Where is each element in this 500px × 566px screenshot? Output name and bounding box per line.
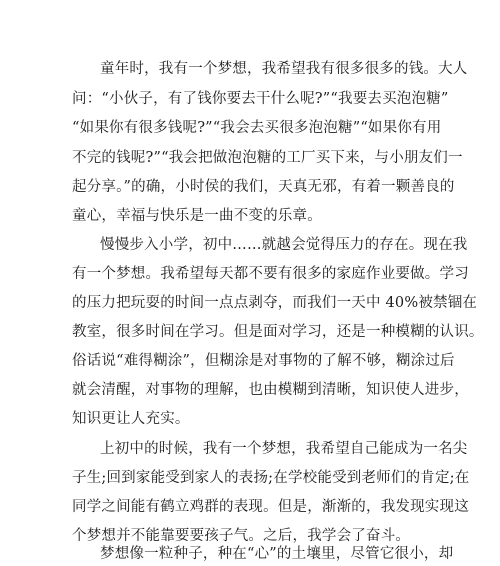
text-line: 就会清醒，对事物的理解，也由模糊到清晰，知识使人进步， xyxy=(72,382,469,398)
text-line: 的压力把玩耍的时间一点点剥夺，而我们一天中 40%被禁锢在 xyxy=(72,295,478,311)
text-line: 同学之间能有鹤立鸡群的表现。但是，渐渐的，我发现实现这 xyxy=(72,499,469,515)
text-line: 不完的钱呢?”“我会把做泡泡糖的工厂买下来，与小朋友们一 xyxy=(72,150,463,166)
text-line: “如果你有很多钱呢?”“我会去买很多泡泡糖”“如果你有用 xyxy=(72,120,442,136)
text-line: 有一个梦想。我希望每天都不要有很多的家庭作业要做。学习 xyxy=(72,266,469,282)
text-line: 起分享。”的确，小时侯的我们，天真无邪，有着一颗善良的 xyxy=(72,179,455,195)
text-line: 童年时，我有一个梦想，我希望我有很多很多的钱。大人 xyxy=(100,61,468,77)
text-line: 梦想像一粒种子，种在“心”的土壤里，尽管它很小，却 xyxy=(100,546,454,562)
text-line: 教室，很多时间在学习。但是面对学习，还是一种模糊的认识。 xyxy=(72,324,484,340)
text-line: 子生;回到家能受到家人的表扬;在学校能受到老师们的肯定;在 xyxy=(72,470,470,486)
text-line: 问：“小伙子，有了钱你要去干什么呢?”“我要去买泡泡糖” xyxy=(72,91,449,107)
text-line: 慢慢步入小学，初中……就越会觉得压力的存在。现在我 xyxy=(100,237,468,253)
text-line: 童心，幸福与快乐是一曲不变的乐章。 xyxy=(72,208,322,224)
text-line: 俗话说“难得糊涂”，但糊涂是对事物的了解不够，糊涂过后 xyxy=(72,353,455,369)
text-line: 个梦想并不能靠要要孩子气。之后，我学会了奋斗。 xyxy=(72,528,411,544)
text-line: 知识更让人充实。 xyxy=(72,411,190,427)
text-line: 上初中的时候，我有一个梦想，我希望自己能成为一名尖 xyxy=(100,441,468,457)
